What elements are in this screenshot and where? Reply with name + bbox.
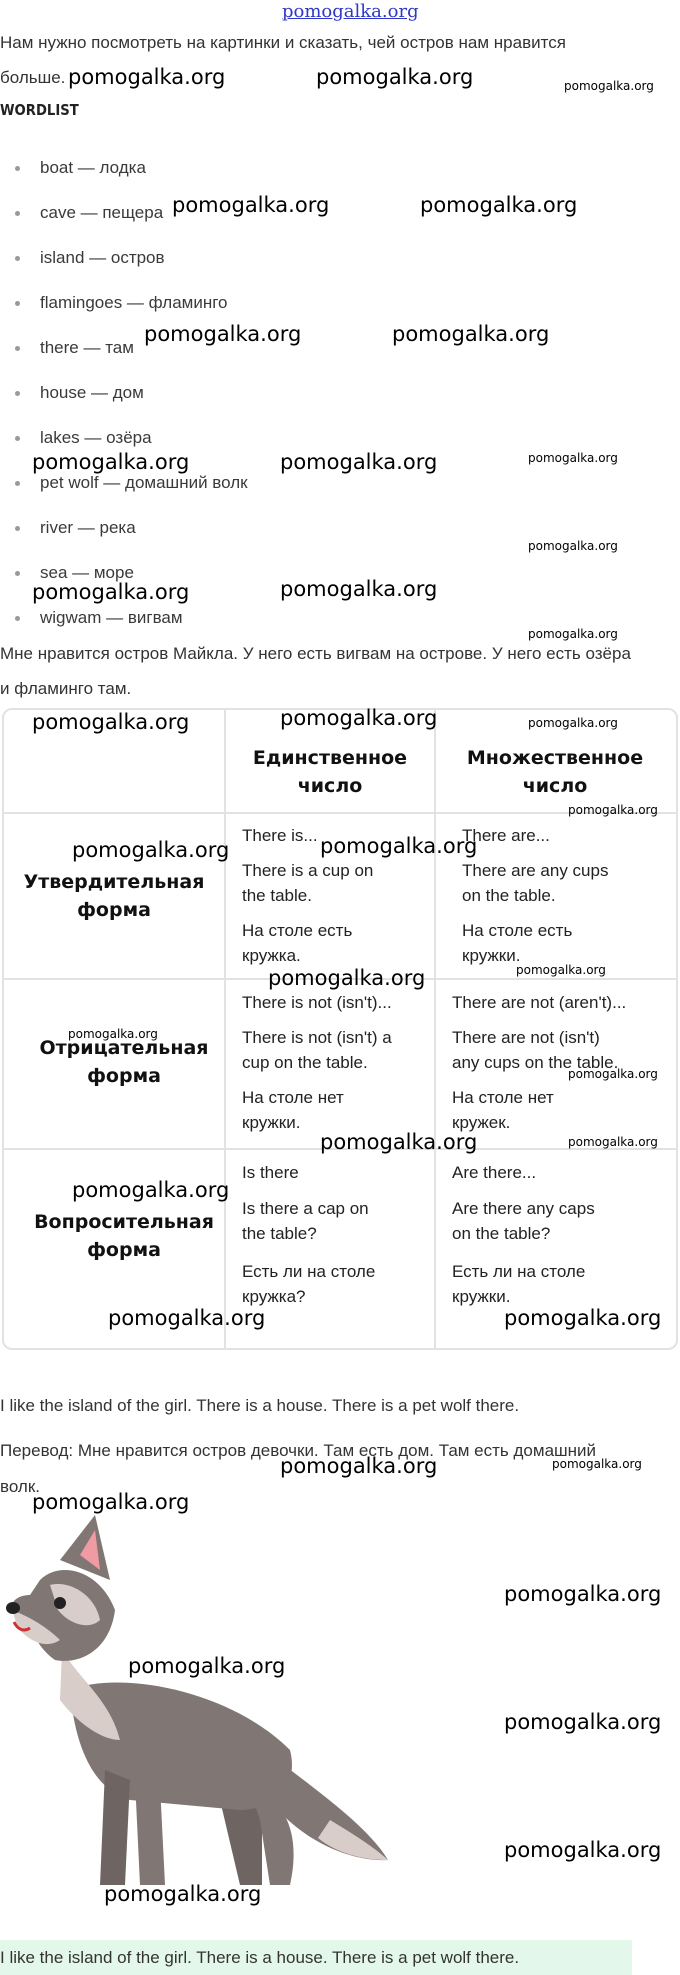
- watermark: pomogalka.org: [144, 322, 302, 346]
- cell-line: on the table.: [462, 886, 556, 905]
- wolf-back-leg: [220, 1800, 262, 1885]
- list-item: flamingoes — фламинго: [40, 293, 228, 312]
- bullet: [15, 301, 20, 306]
- watermark: pomogalka.org: [320, 1130, 478, 1154]
- watermark: pomogalka.org: [104, 1882, 262, 1906]
- bullet: [15, 616, 20, 621]
- cell-line: Is there: [242, 1163, 299, 1182]
- cell-line: There are not (isn't): [452, 1028, 600, 1047]
- watermark: pomogalka.org: [504, 1710, 662, 1734]
- row-label-negative: [4, 1034, 244, 1090]
- watermark: pomogalka.org: [552, 1457, 642, 1471]
- list-item: house — дом: [40, 383, 144, 402]
- girl-translation-line-1: Перевод: Мне нравится остров девочки. Там есть дом. Там есть домашний: [0, 1441, 597, 1460]
- header-singular: [226, 744, 434, 800]
- cell-line: the table.: [242, 886, 312, 905]
- cell-interrogative-plural: [452, 1160, 595, 1309]
- cell-line: the table?: [242, 1224, 317, 1243]
- cell-line: Есть ли на столе: [452, 1262, 586, 1281]
- watermark: pomogalka.org: [504, 1582, 662, 1606]
- cell-affirmative-plural: [462, 823, 608, 968]
- watermark: pomogalka.org: [172, 193, 330, 217]
- site-link[interactable]: pomogalka.org: [282, 1, 419, 22]
- header-plural: [436, 744, 674, 800]
- list-item: river — река: [40, 518, 136, 537]
- watermark: pomogalka.org: [280, 706, 438, 730]
- cell-line: На столе нет: [452, 1088, 554, 1107]
- watermark: pomogalka.org: [504, 1838, 662, 1862]
- cell-line: На столе нет: [242, 1088, 344, 1107]
- bullet: [15, 346, 20, 351]
- final-answer: I like the island of the girl. There is a house. There is a pet wolf there.: [0, 1948, 520, 1967]
- watermark: pomogalka.org: [72, 1178, 230, 1202]
- row-label-line: Отрицательная: [39, 1037, 209, 1059]
- intro-line-2: больше.: [0, 68, 66, 87]
- list-item: sea — море: [40, 563, 134, 582]
- cell-line: There is not (isn't)...: [242, 993, 392, 1012]
- row-label-line: форма: [77, 899, 151, 921]
- cell-line: кружек.: [452, 1113, 511, 1132]
- row-label-line: форма: [87, 1239, 161, 1261]
- watermark: pomogalka.org: [516, 963, 606, 977]
- bullet: [15, 391, 20, 396]
- table-divider: [434, 710, 436, 1348]
- pet-wolf-illustration: [0, 1500, 400, 1900]
- cell-line: кружки.: [452, 1287, 511, 1306]
- watermark: pomogalka.org: [280, 1454, 438, 1478]
- watermark: pomogalka.org: [32, 580, 190, 604]
- watermark: pomogalka.org: [108, 1306, 266, 1330]
- cell-line: Is there a cap on: [242, 1199, 369, 1218]
- cell-line: cup on the table.: [242, 1053, 368, 1072]
- wolf-front-leg: [135, 1780, 165, 1885]
- row-label-line: Вопросительная: [34, 1211, 214, 1233]
- header-plural-line: число: [522, 775, 588, 797]
- cell-line: There are not (aren't)...: [452, 993, 627, 1012]
- row-label-affirmative: [4, 868, 224, 924]
- watermark: pomogalka.org: [280, 450, 438, 474]
- cell-line: Are there...: [452, 1163, 537, 1182]
- wolf-nose: [6, 1602, 20, 1614]
- watermark: pomogalka.org: [32, 710, 190, 734]
- cell-line: кружки.: [462, 946, 521, 965]
- michael-line-1: Мне нравится остров Майкла. У него есть вигвам на острове. У него есть озёра: [0, 644, 631, 663]
- watermark: pomogalka.org: [68, 1027, 158, 1041]
- wolf-body: [70, 1683, 292, 1811]
- cell-line: on the table?: [452, 1224, 551, 1243]
- bullet: [15, 481, 20, 486]
- watermark: pomogalka.org: [68, 65, 226, 89]
- cell-line: any cups on the table.: [452, 1053, 619, 1072]
- list-item: pet wolf — домашний волк: [40, 473, 248, 492]
- girl-english: I like the island of the girl. There is a house. There is a pet wolf there.: [0, 1396, 520, 1415]
- list-item: wigwam — вигвам: [40, 608, 183, 627]
- watermark: pomogalka.org: [280, 577, 438, 601]
- header-plural-line: Множественное: [466, 747, 644, 769]
- cell-line: кружка.: [242, 946, 301, 965]
- cell-line: There is not (isn't) a: [242, 1028, 392, 1047]
- watermark: pomogalka.org: [32, 1490, 190, 1514]
- cell-line: There are any cups: [462, 861, 609, 880]
- bullet: [15, 526, 20, 531]
- cell-line: There are...: [462, 826, 550, 845]
- wolf-front-leg: [100, 1770, 130, 1885]
- cell-line: There is a cup on: [242, 861, 374, 880]
- michael-line-2: и фламинго там.: [0, 679, 132, 698]
- watermark: pomogalka.org: [320, 834, 478, 858]
- watermark: pomogalka.org: [568, 803, 658, 817]
- cell-line: Are there any caps: [452, 1199, 595, 1218]
- cell-line: На столе есть: [462, 921, 573, 940]
- watermark: pomogalka.org: [128, 1654, 286, 1678]
- bullet: [15, 256, 20, 261]
- watermark: pomogalka.org: [528, 627, 618, 641]
- list-item: cave — пещера: [40, 203, 164, 222]
- wolf-eye: [54, 1597, 66, 1609]
- cell-negative-plural: [452, 990, 626, 1135]
- watermark: pomogalka.org: [268, 966, 426, 990]
- cell-line: Есть ли на столе: [242, 1262, 376, 1281]
- list-item: boat — лодка: [40, 158, 146, 177]
- intro-line-1: Нам нужно посмотреть на картинки и сказать, чей остров нам нравится: [0, 33, 566, 52]
- watermark: pomogalka.org: [528, 451, 618, 465]
- header-singular-line: Единственное: [252, 747, 408, 769]
- cell-line: кружка?: [242, 1287, 306, 1306]
- girl-translation-line-2: волк.: [0, 1477, 41, 1496]
- list-item: lakes — озёра: [40, 428, 152, 447]
- watermark: pomogalka.org: [568, 1135, 658, 1149]
- watermark: pomogalka.org: [568, 1067, 658, 1081]
- cell-interrogative-singular: [242, 1160, 375, 1309]
- bullet: [15, 211, 20, 216]
- watermark: pomogalka.org: [528, 716, 618, 730]
- list-item: island — остров: [40, 248, 165, 267]
- header-singular-line: число: [297, 775, 363, 797]
- watermark: pomogalka.org: [32, 450, 190, 474]
- bullet: [15, 436, 20, 441]
- list-item: there — там: [40, 338, 134, 357]
- cell-line: На столе есть: [242, 921, 353, 940]
- cell-line: кружки.: [242, 1113, 301, 1132]
- cell-line: There is...: [242, 826, 318, 845]
- cell-negative-singular: [242, 990, 392, 1135]
- row-label-line: Утвердительная: [23, 871, 205, 893]
- watermark: pomogalka.org: [392, 322, 550, 346]
- row-label-line: форма: [87, 1065, 161, 1087]
- wordlist-heading: WORDLIST: [0, 101, 79, 119]
- watermark: pomogalka.org: [72, 838, 230, 862]
- bullet: [15, 166, 20, 171]
- watermark: pomogalka.org: [504, 1306, 662, 1330]
- watermark: pomogalka.org: [564, 79, 654, 93]
- watermark: pomogalka.org: [420, 193, 578, 217]
- bullet: [15, 571, 20, 576]
- watermark: pomogalka.org: [316, 65, 474, 89]
- row-label-interrogative: [4, 1208, 244, 1264]
- watermark: pomogalka.org: [528, 539, 618, 553]
